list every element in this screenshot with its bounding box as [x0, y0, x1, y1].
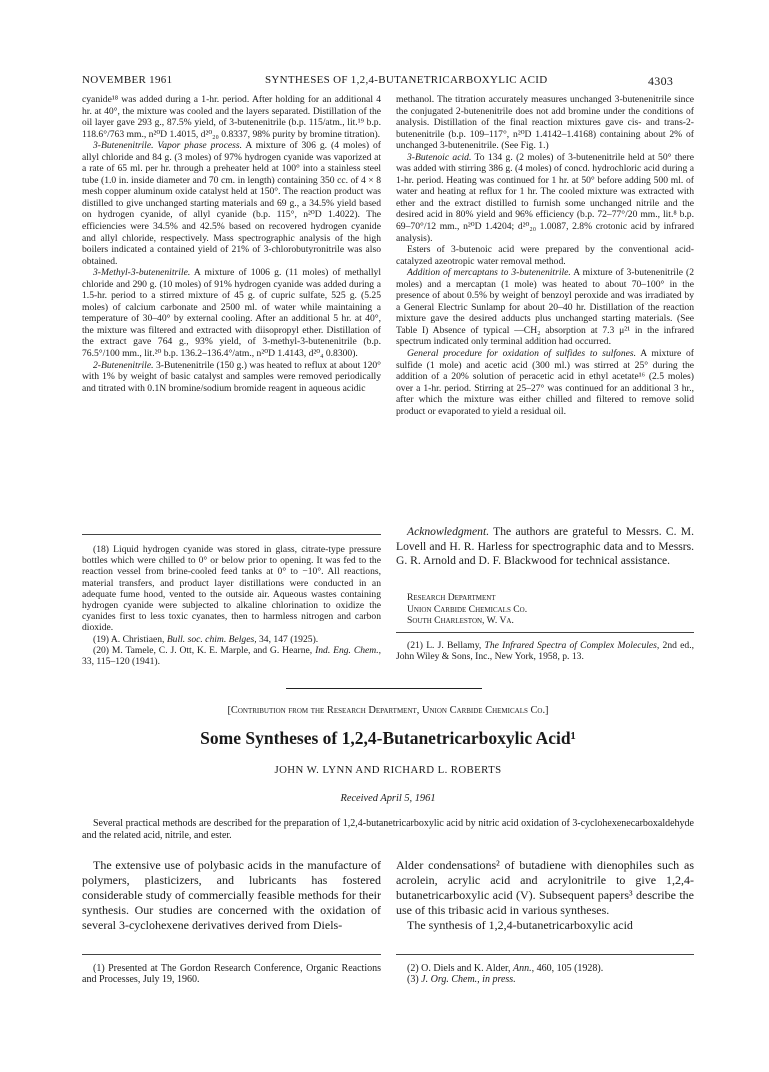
paragraph-heading: Addition of mercaptans to 3-butenenitrile. [407, 267, 571, 279]
journal-name: Bull. soc. chim. Belges, [166, 633, 257, 645]
affiliation-line: South Charleston, W. Va. [407, 615, 514, 626]
paragraph: methanol. The titration accurately measures unchanged 3-butenenitrile since the conjugated 2-butenenitrile does not add bromine under the conditions of analysis. Distillation of the final reaction mixtures gave cis- and trans-2-butenenitrile (b.p. 109–117°, n²⁰D 1.4142–1.4168) containing about 2% of unchanged 3-butenenitrile. (See Fig. 1.) [396, 94, 694, 152]
journal-name: J. Org. Chem., in press. [421, 974, 516, 986]
paragraph [82, 360, 381, 395]
footnote-divider [82, 954, 381, 955]
footnote-text: (21) L. J. Bellamy, [407, 640, 485, 651]
footnote-20 [82, 645, 381, 667]
footnote-1 [82, 963, 381, 985]
footnote-21 [396, 640, 694, 662]
footnote-text: 33, 115–120 (1941). [82, 656, 160, 668]
affiliation-line: Union Carbide Chemicals Co. [407, 603, 528, 615]
footnote-text: 460, 105 (1928). [534, 963, 604, 974]
footnote-text: (2) O. Diels and K. Alder, [407, 963, 513, 974]
footnote-divider [396, 954, 694, 955]
abstract-text: Several practical methods are described for the preparation of 1,2,4-butanetricarboxylic acid by nitric acid oxidation of 3-cyclohexenecarboxaldehyde and the related acid, nitrile, and ester. [82, 818, 694, 841]
paragraph: cyanide¹⁸ was added during a 1-hr. period. After holding for an additional 4 hr. at 40°, the mixture was cooled and the layers separated. Distillation of the oil layer gave 293 g., 87.5% yield, of 3-butenenitrile (b.p. 115/atm., lit.¹⁹ b.p. 118.6°/763 mm., n²⁰D 1.4015, d²⁰₂₀ 0.8337, 98% purity by bromine titration). [82, 94, 381, 140]
paragraph: The synthesis of 1,2,4-butanetricarboxylic acid [407, 918, 633, 933]
footnote-text: (20) M. Tamele, C. J. Ott, K. E. Marple, and G. Hearne, [93, 644, 316, 656]
footnote-18: (18) Liquid hydrogen cyanide was stored in glass, citrate-type pressure bottles which were chilled to 0° or below prior to opening. It was fed to the reaction vessel from brine-cooled feed tanks at 0° to −10°. All reactions, material transfers, and product layer distillations were conducted in an adequate fume hood, vented to the outside air. Aqueous wastes containing hydrogen cyanide were subjected to alkaline chlorination to oxidize the cyanides first to less toxic cyanates, then to harmless nitrogen and carbon dioxide. [82, 544, 381, 634]
book-title: The Infrared Spectra of Complex Molecules, [484, 640, 660, 651]
paragraph [396, 152, 694, 244]
acknowledgment-body: The authors are grateful to Messrs. C. M. Lovell and H. R. Harless for spectrographic data and to Messrs. G. R. Arnold and D. F. Blackwood for technical assistance. [396, 525, 694, 567]
footnote-2 [396, 963, 694, 974]
footnote-text: (3) [407, 974, 422, 986]
left-column [82, 94, 381, 394]
article-body-right [396, 858, 694, 933]
acknowledgment-heading: Acknowledgment. [407, 525, 490, 538]
footnote-text: 2nd ed., John Wiley & Sons, Inc., New York, 1958, p. 13. [396, 640, 695, 663]
affiliation [407, 592, 694, 627]
article-title: Some Syntheses of 1,2,4-Butanetricarboxylic Acid¹ [200, 728, 576, 748]
journal-name: Ann., [512, 963, 535, 974]
journal-name: Ind. Eng. Chem., [315, 644, 381, 656]
article-body-left [82, 858, 381, 933]
paragraph [396, 348, 694, 417]
header-date: NOVEMBER 1961 [82, 74, 173, 86]
paragraph: The extensive use of polybasic acids in the manufacture of polymers, plasticizers, and lubricants has fostered considerable study of commercially feasible methods for their synthesis. Our studies are concerned with the oxidation of several 3-cyclohexene derivatives derived from Diels- [82, 858, 381, 933]
article-separator [286, 688, 482, 689]
paragraph-text: To 134 g. (2 moles) of 3-butenenitrile held at 50° there was added with stirring 386 g. (4 moles) of concd. hydrochloric acid during a 1-hr. period. Heating was continued for 1 hr. at 50° before adding 500 ml. of water and heating at reflux for 1 hr. The cooled mixture was extracted with ether and the extract distilled to furnish some unchanged nitrile and the desired acid in 80% yield and 96% efficiency (b.p. 72–77°/20 mm., lit.⁸ b.p. 69–70°/12 mm., n²⁰D 1.4204; d²⁰₂₀ 1.0087, 2.8% crotonic acid by infrared analysis). [396, 151, 694, 244]
paragraph-heading: 3-Methyl-3-butenenitrile. [93, 267, 191, 279]
paragraph-heading: 3-Butenenitrile. Vapor phase process. [93, 140, 242, 152]
footnote-divider [396, 632, 694, 633]
right-column [396, 94, 694, 417]
article-authors: JOHN W. LYNN AND RICHARD L. ROBERTS [274, 764, 502, 776]
paragraph-text: A mixture of 3-butenenitrile (2 moles) and a mercaptan (1 mole) was heated to about 70–100° in the presence of about 0.5% by weight of benzoyl peroxide and was irradiated by a General Electric Sunlamp for about 20–40 hr. Distillation of the reaction mixture gave the desired adducts plus unchanged starting materials. (See Table I) Absence of typical —CH₂ absorption at 7.3 μ²¹ in the infrared spectrum indicated only terminal addition had occurred. [396, 267, 694, 348]
paragraph: Esters of 3-butenoic acid were prepared by the conventional acid-catalyzed azeotropic water removal method. [396, 244, 694, 267]
paragraph [396, 267, 694, 348]
affiliation-line: Research Department [407, 592, 496, 603]
footnote-text: (19) A. Christiaen, [93, 633, 167, 645]
paragraph-text: 3-Butenenitrile (150 g.) was heated to reflux at about 120° with 1% by weight of basic catalyst and samples were removed periodically and titrated with 0.1N bromine/sodium bromide reagent in aqueous acidic [82, 359, 381, 394]
contribution-line: [Contribution from the Research Department, Union Carbide Chemicals Co.] [227, 705, 549, 716]
received-date: Received April 5, 1961 [340, 793, 436, 804]
acknowledgment-text [396, 525, 694, 569]
footnote-text: 34, 147 (1925). [256, 633, 319, 645]
footnote-3 [396, 974, 694, 985]
footnote-divider [82, 534, 381, 535]
footnote-text-block [396, 640, 694, 662]
paragraph-text: A mixture of 306 g. (4 moles) of allyl chloride and 84 g. (3 moles) of 97% hydrogen cyanide was vaporized at a rate of 65 ml. per hr. through a preheater held at 100° into a stainless steel tube (1.0 in. inside diameter and 70 cm. in length) containing 350 cc. of 4 × 8 mesh copper aluminum oxide catalyst held at 150°. The reaction product was distilled to give unchanged starting materials and 69 g., a 34.5% yield based on hydrogen cyanide, of allyl cyanide (b.p. 115°, n²⁰D 1.4022). The efficiencies were 34.5% and 42.5% based on recovered hydrogen cyanide and allyl chloride, respectively. Mass spectrographic analysis of the high boilers indicated a contained yield of 21% of 3-chlorobutyronitrile was also obtained. [82, 140, 382, 267]
abstract [82, 818, 694, 842]
paragraph [82, 140, 381, 267]
footnotes-left [82, 544, 381, 667]
paragraph: Alder condensations² of butadiene with dienophiles such as acrolein, acrylic acid and acrylonitrile to give 1,2,4-butanetricarboxylic acid (V). Subsequent papers³ describe the use of this tribasic acid in various syntheses. [396, 858, 694, 918]
paragraph-heading: 2-Butenenitrile. [93, 359, 154, 371]
footnotes-right [396, 963, 694, 985]
header-page-number: 4303 [648, 74, 674, 88]
footnote-19 [82, 634, 381, 645]
acknowledgment [396, 525, 694, 569]
paragraph-heading: General procedure for oxidation of sulfides to sulfones. [407, 348, 637, 360]
paragraph-text: A mixture of 1006 g. (11 moles) of methallyl chloride and 290 g. (10 moles) of 91% hydrogen cyanide was added during a 1.5-hr. period to a stirred mixture of 45 g. of cupric sulfate, 525 g. (5.25 moles) of calcium carbonate and 2500 ml. of water while maintaining a temperature of 30–40° by external cooling. After an additional 5 hr. at 40°, the mixture was filtered and extracted with diisopropyl ether. Distillation of the extract gave 764 g., 93% yield, of 3-methyl-3-butenenitrile (b.p. 76.5°/100 mm., lit.²⁰ b.p. 136.2–136.4°/atm., n²⁰D 1.4143, d²⁰₄ 0.8300). [82, 267, 381, 360]
header-running-title: SYNTHESES OF 1,2,4-BUTANETRICARBOXYLIC ACID [265, 74, 548, 86]
paragraph-text: A mixture of sulfide (1 mole) and acetic acid (300 ml.) was stirred at 25° during the addition of a 20% solution of peracetic acid in ethyl acetate¹⁶ (2.5 moles) over a 1-hr. period. Stirring at 25–27° was continued for an additional 3 hr., after which the mixture was either chilled and filtered to remove solid product or evaporated to yield a residual oil. [396, 348, 694, 417]
paragraph [82, 267, 381, 359]
paragraph-heading: 3-Butenoic acid. [407, 151, 472, 163]
footnote-text: (1) Presented at The Gordon Research Conference, Organic Reactions and Processes, July 19, 1960. [82, 963, 381, 986]
